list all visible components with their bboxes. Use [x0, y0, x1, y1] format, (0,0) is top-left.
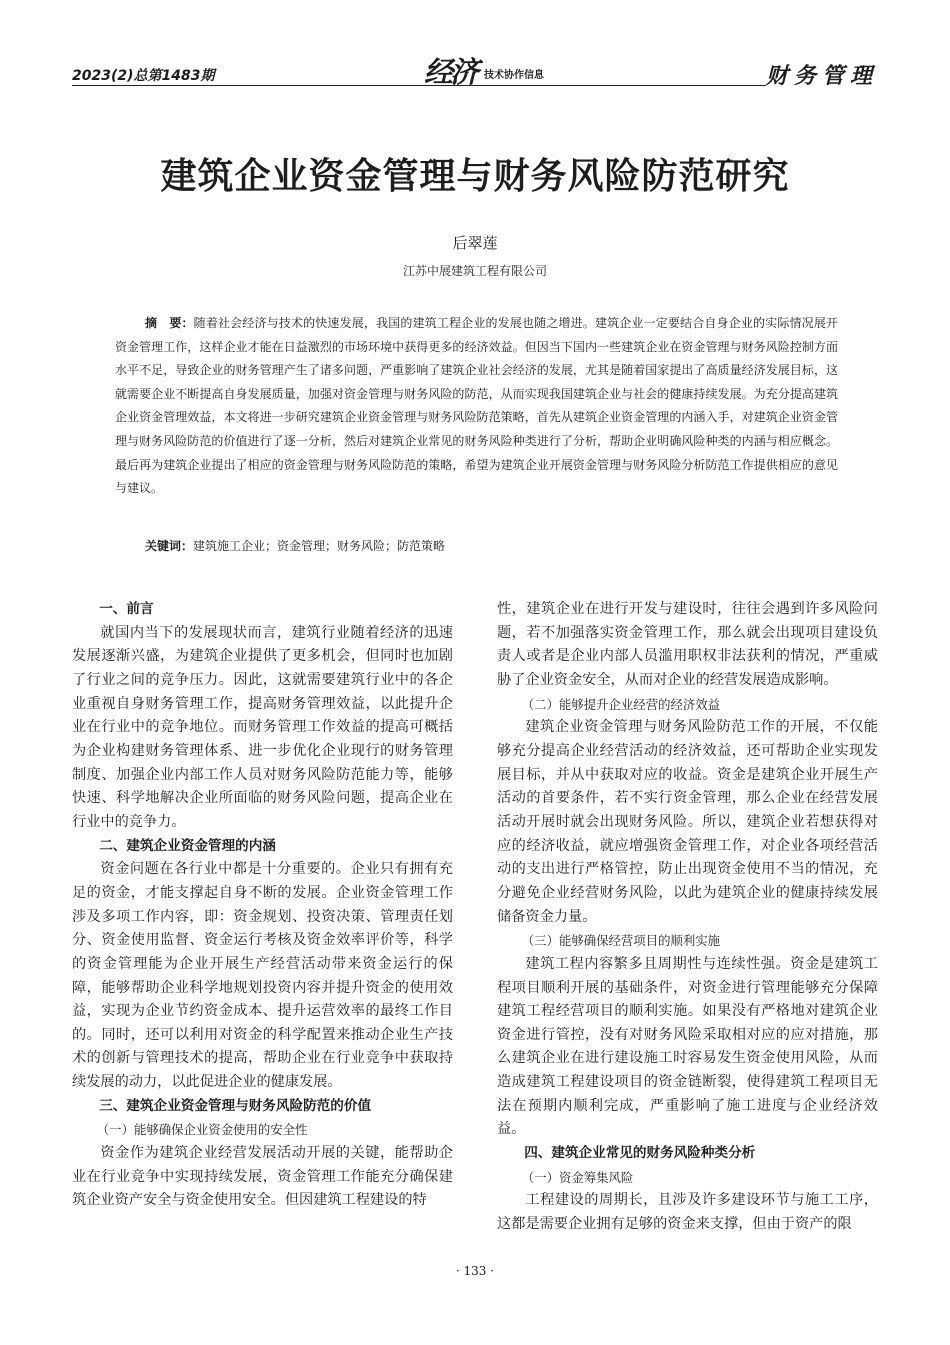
- author-affiliation: 江苏中展建筑工程有限公司: [402, 264, 547, 278]
- paragraph: 资金作为建筑企业经营发展活动开展的关键，能帮助企业在行业竞争中实现持续发展，资金管理工作能充分确保建筑企业资产安全与资金使用安全。但因建筑工程建设的特: [72, 1145, 453, 1209]
- abstract-text: 随着社会经济与技术的快速发展，我国的建筑工程企业的发展也随之增进。建筑企业一定要结合自身企业的实际情况展开资金管理工作，这样企业才能在日益激烈的市场环境中获得更多的经济效益。但因当下国内一些建筑企业在资金管理与财务风险控制方面水平不足，导致企业的财务管理产生了诸多问题，严重影响了建筑企业社会经济的发展，尤其是随着国家提出了高质量经济发展目标，这就需要企业不断提高自身发展质量，加强对资金管理与财务风险的防范，从而实现我国建筑企业与社会的健康持续发展。为充分提高建筑企业资金管理效益，本文将进一步研究建筑企业资金管理与财务风险防范策略，首先从建筑企业资金管理的内涵入手，对建筑企业资金管理与财务风险防范的价值进行了逐一分析，然后对建筑企业常见的财务风险种类进行了分析，帮助企业明确风险种类的内涵与相应概念。最后再为建筑企业提出了相应的资金管理与财务风险防范的策略，希望为建筑企业开展资金管理与财务风险分析防范工作提供相应的意见与建议。: [115, 316, 838, 496]
- subsection-heading: （三）能够确保经营项目的顺利实施: [521, 933, 721, 949]
- running-header: [72, 55, 878, 91]
- keywords-text: 建筑施工企业；资金管理；财务风险；防范策略: [193, 539, 446, 553]
- subsection-heading: （二）能够提升企业经营的经济效益: [521, 696, 721, 712]
- article-title: 建筑企业资金管理与财务风险防范研究: [160, 156, 790, 197]
- keywords-label: 关键词：: [145, 539, 194, 553]
- right-column: [497, 598, 878, 1237]
- journal-logo-subtitle: 技术协作信息: [484, 70, 544, 81]
- paragraph: 建筑工程内容繁多且周期性与连续性强。资金是建筑工程项目顺利开展的基础条件，对资金进行管理能够充分保障建筑工程经营项目的顺利实施。如果没有严格地对建筑企业资金进行管控，没有对财务风险采取相对应的应对措施，那么建筑企业在进行建设施工时容易发生资金使用风险，从而造成建筑工程建设项目的资金链断裂，使得建筑工程项目无法在预期内顺利完成，严重影响了施工进度与企业经济效益。: [497, 955, 878, 1138]
- subsection-heading: （一）能够确保企业资金使用的安全性: [96, 1122, 308, 1138]
- left-column: [72, 598, 453, 1213]
- paragraph: 资金问题在各行业中都是十分重要的。企业只有拥有充足的资金，才能支撑起自身不断的发展。企业资金管理工作涉及多项工作内容，即：资金规划、投资决策、管理责任划分、资金使用监督、资金运行考核及资金效率评价等，科学的资金管理能为企业开展生产经营活动带来资金运行的保障，能够帮助企业科学地规划投资内容并提升资金的使用效益，实现为企业节约资金成本、提升运营效率的最终工作目的。同时，还可以利用对资金的科学配置来推动企业生产技术的创新与管理技术的提高，帮助企业在行业竞争中获取持续发展的动力，以此促进企业的健康发展。: [72, 861, 453, 1091]
- section-heading: 二、建筑企业资金管理的内涵: [99, 837, 276, 854]
- abstract-label: 摘 要：: [145, 316, 194, 330]
- paragraph: 就国内当下的发展现状而言，建筑行业随着经济的迅速发展逐渐兴盛，为建筑企业提供了更多机会，但同时也加剧了行业之间的竞争压力。因此，这就需要建筑行业中的各企业重视自身财务管理工作，提高财务管理效益，以此提升企业在行业中的竞争地位。而财务管理工作效益的提高可概括为企业构建财务管理体系、进一步优化企业现行的财务管理制度、加强企业内部工作人员对财务风险防范能力等，能够快速、科学地解决企业所面临的财务风险问题，提高企业在行业中的竞争力。: [72, 624, 453, 830]
- abstract: [115, 312, 838, 501]
- paragraph: 工程建设的周期长，且涉及许多建设环节与施工工序，这都是需要企业拥有足够的资金来支撑，但由于资产的限: [497, 1192, 878, 1233]
- issue-label: 2023(2)总第1483期: [72, 68, 215, 84]
- section-heading: 四、建筑企业常见的财务风险种类分析: [524, 1145, 756, 1162]
- header-rule: [72, 85, 766, 86]
- paragraph: 建筑企业资金管理与财务风险防范工作的开展，不仅能够充分提高企业经营活动的经济效益，还可帮助企业实现发展目标，并从中获取对应的收益。资金是建筑企业开展生产活动的首要条件，若不实行资金管理，那么企业在经营发展活动开展时就会出现财务风险。所以，建筑企业若想获得对应的经济收益，就应增强资金管理工作，对企业各项经营活动的支出进行严格管控，防止出现资金使用不当的情况，充分避免企业经营财务风险，以此为建筑企业的健康持续发展储备资金力量。: [497, 719, 878, 925]
- paragraph: 性，建筑企业在进行开发与建设时，往往会遇到许多风险问题，若不加强落实资金管理工作，那么就会出现项目建设负责人或者是企业内部人员滥用职权非法获利的情况，严重威胁了企业资金安全，从而对企业的经营发展造成影响。: [497, 601, 878, 688]
- keywords: [145, 537, 445, 554]
- journal-logo: 经济: [424, 55, 477, 89]
- section-label: 财务管理: [765, 64, 878, 89]
- author-name: 后翠莲: [452, 234, 498, 252]
- section-heading: 三、建筑企业资金管理与财务风险防范的价值: [99, 1097, 372, 1114]
- subsection-heading: （一）资金筹集风险: [521, 1169, 634, 1185]
- section-heading: 一、前言: [99, 601, 154, 617]
- page-number: · 133 ·: [455, 1264, 495, 1278]
